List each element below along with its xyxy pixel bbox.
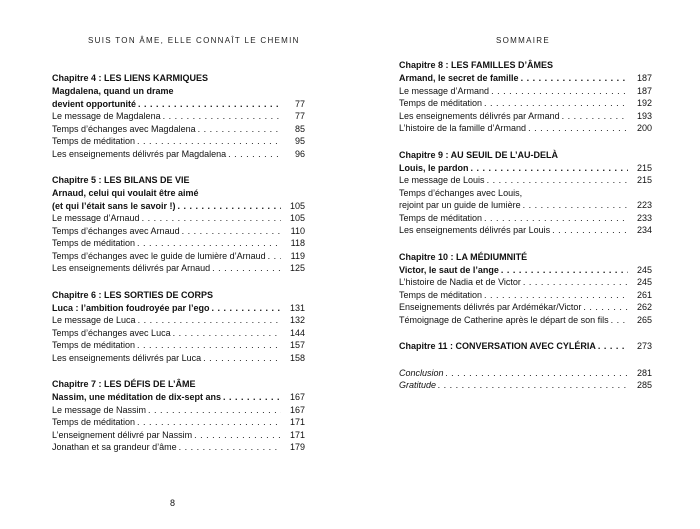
toc-entry[interactable]	[52, 123, 305, 136]
toc-entry[interactable]	[52, 110, 305, 123]
toc-entry[interactable]	[52, 148, 305, 161]
entry-page: 265	[636, 314, 652, 325]
toc-chapter	[399, 251, 652, 327]
entry-page: 132	[289, 315, 305, 325]
toc-chapter	[52, 174, 305, 275]
entry-page: 77	[294, 98, 305, 109]
dot-leader	[212, 262, 281, 275]
entry-page: 215	[636, 175, 652, 185]
toc-entry[interactable]	[52, 262, 305, 275]
toc-entry[interactable]	[52, 98, 305, 111]
toc-entry[interactable]	[52, 391, 305, 404]
dot-leader	[598, 340, 628, 353]
entry-page: 262	[636, 302, 652, 312]
entry-label: L’histoire de Nadia et de Victor	[399, 277, 521, 287]
dot-leader	[528, 122, 628, 135]
entry-label: Le message d’Arnaud	[52, 213, 140, 223]
dot-leader	[137, 339, 281, 352]
entry-label: devient opportunité	[52, 98, 136, 109]
dot-leader	[212, 302, 281, 315]
entry-page: 179	[289, 442, 305, 452]
entry-page: 273	[636, 341, 652, 351]
dot-leader	[138, 98, 281, 111]
right-toc	[399, 59, 652, 406]
entry-page: 223	[636, 200, 652, 210]
toc-entry[interactable]	[52, 314, 305, 327]
toc-entry[interactable]	[399, 85, 652, 98]
toc-entry[interactable]	[52, 327, 305, 340]
dot-leader	[523, 199, 628, 212]
entry-page: 192	[636, 98, 652, 108]
entry-page: 215	[636, 162, 652, 173]
entry-label: L’histoire de la famille d’Armand	[399, 123, 527, 133]
entry-label: Temps d’échanges avec Luca	[52, 327, 171, 338]
entry-label: Temps d’échanges avec Arnaud	[52, 225, 180, 236]
toc-entry[interactable]	[399, 110, 652, 123]
entry-label: Le message de Louis	[399, 175, 485, 185]
toc-entry[interactable]	[52, 339, 305, 352]
entry-page: 105	[289, 200, 305, 211]
entry-label: Luca : l’ambition foudroyée par l’ego	[52, 302, 210, 313]
dot-leader	[552, 224, 628, 237]
entry-label: Temps d’échanges avec Magdalena	[52, 123, 196, 134]
entry-label-line: Arnaud, celui qui voulait être aimé	[52, 188, 199, 198]
entry-label: Les enseignements délivrés par Louis	[399, 225, 551, 235]
page-number: 8	[170, 498, 176, 508]
dot-leader	[523, 276, 628, 289]
toc-chapter	[52, 289, 305, 365]
toc-entry[interactable]	[399, 340, 652, 353]
chapter-title: Chapitre 6 : LES SORTIES DE CORPS	[52, 289, 214, 300]
entry-label: L’enseignement délivré par Nassim	[52, 429, 193, 440]
entry-page: 171	[289, 429, 305, 440]
toc-entry[interactable]	[52, 302, 305, 315]
dot-leader	[438, 379, 628, 392]
entry-label: Le message de Nassim	[52, 404, 147, 415]
dot-leader	[198, 123, 281, 136]
toc-entry[interactable]	[399, 289, 652, 302]
toc-entry[interactable]	[52, 212, 305, 225]
dot-leader	[268, 250, 281, 263]
dot-leader	[484, 289, 628, 302]
entry-page: 95	[294, 136, 305, 146]
toc-entry[interactable]	[52, 200, 305, 213]
dot-leader	[179, 441, 281, 454]
entry-page: 245	[636, 264, 652, 275]
toc-entry[interactable]	[52, 237, 305, 250]
entry-page: 85	[294, 123, 305, 134]
entry-label: Temps d’échanges avec le guide de lumière d’Arnaud	[52, 250, 266, 261]
toc-chapter	[52, 378, 305, 454]
toc-entry[interactable]	[399, 199, 652, 212]
entry-page: 193	[636, 110, 652, 121]
toc-entry[interactable]	[399, 212, 652, 225]
entry-page: 171	[289, 417, 305, 427]
toc-entry[interactable]	[399, 367, 652, 380]
toc-entry[interactable]	[399, 97, 652, 110]
toc-entry[interactable]	[52, 416, 305, 429]
entry-label: Temps de méditation	[399, 98, 483, 108]
entry-label: Le message de Luca	[52, 315, 136, 325]
toc-chapter	[399, 367, 652, 392]
toc-entry[interactable]	[399, 224, 652, 237]
chapter-title: Chapitre 7 : LES DÉFIS DE L’ÂME	[52, 379, 196, 389]
entry-label: Armand, le secret de famille	[399, 73, 519, 83]
dot-leader	[194, 429, 281, 442]
entry-page: 187	[636, 73, 652, 83]
toc-entry[interactable]	[52, 441, 305, 454]
entry-page: 234	[636, 225, 652, 235]
toc-entry[interactable]	[399, 122, 652, 135]
dot-leader	[487, 174, 628, 187]
entry-page: 158	[289, 352, 305, 363]
toc-entry[interactable]	[399, 264, 652, 277]
entry-label: Le message de Magdalena	[52, 111, 161, 121]
dot-leader	[173, 327, 281, 340]
entry-label: Le message d’Armand	[399, 85, 490, 96]
entry-page: 125	[289, 263, 305, 273]
dot-leader	[446, 367, 628, 380]
chapter-title: Chapitre 9 : AU SEUIL DE L’AU-DELÀ	[399, 149, 559, 160]
entry-page: 245	[636, 277, 652, 287]
dot-leader	[203, 352, 281, 365]
left-toc	[52, 72, 305, 468]
chapter-title: Chapitre 4 : LES LIENS KARMIQUES	[52, 73, 209, 83]
running-header: SUIS TON ÂME, ELLE CONNAÎT LE CHEMIN	[88, 36, 300, 45]
toc-chapter	[52, 72, 305, 160]
entry-page: 105	[289, 213, 305, 223]
dot-leader	[521, 72, 628, 85]
entry-page: 119	[290, 250, 305, 261]
entry-label: Les enseignements délivrés par Arnaud	[52, 263, 211, 273]
entry-page: 144	[289, 327, 305, 338]
entry-label: Les enseignements délivrés par Magdalena	[52, 148, 227, 159]
chapter-title: Chapitre 5 : LES BILANS DE VIE	[52, 175, 190, 185]
dot-leader	[163, 110, 281, 123]
dot-leader	[471, 162, 628, 175]
dot-leader	[501, 264, 628, 277]
dot-leader	[611, 314, 628, 327]
entry-label: Temps de méditation	[52, 136, 136, 146]
toc-entry[interactable]	[52, 135, 305, 148]
entry-label: Temps de méditation	[399, 289, 483, 300]
entry-label: Témoignage de Catherine après le départ de son fils	[399, 314, 609, 325]
entry-label: Temps de méditation	[52, 238, 136, 248]
entry-label: Temps de méditation	[52, 340, 136, 350]
entry-label: Temps de méditation	[52, 417, 136, 427]
entry-label: Jonathan et sa grandeur d’âme	[52, 442, 177, 452]
toc-entry[interactable]	[399, 162, 652, 175]
entry-label: Enseignements délivrés par Ardémékar/Victor	[399, 302, 582, 312]
entry-label: (et qui l’était sans le savoir !)	[52, 200, 176, 211]
entry-page: 281	[636, 367, 652, 378]
dot-leader	[137, 416, 281, 429]
dot-leader	[182, 225, 281, 238]
entry-page: 200	[636, 123, 652, 133]
toc-chapter	[399, 59, 652, 135]
dot-leader	[583, 301, 628, 314]
chapter-title: Chapitre 10 : LA MÉDIUMNITÉ	[399, 251, 528, 262]
right-page	[350, 0, 700, 529]
entry-label: Victor, le saut de l’ange	[399, 264, 499, 275]
entry-page: 77	[294, 111, 305, 121]
entry-page: 187	[636, 85, 652, 96]
dot-leader	[137, 237, 281, 250]
chapter-title: Chapitre 11 : CONVERSATION AVEC CYLÉRIA	[399, 341, 596, 351]
dot-leader	[148, 404, 281, 417]
entry-page: 96	[294, 148, 305, 159]
toc-entry[interactable]	[399, 72, 652, 85]
chapter-title: Chapitre 8 : LES FAMILLES D’ÂMES	[399, 60, 554, 70]
toc-chapter	[399, 340, 652, 353]
toc-entry[interactable]	[52, 250, 305, 263]
entry-label: Les enseignements délivrés par Luca	[52, 352, 202, 363]
entry-label: Temps de méditation	[399, 212, 483, 223]
entry-label: Les enseignements délivrés par Armand	[399, 110, 560, 121]
entry-page: 110	[290, 225, 305, 236]
entry-page: 233	[636, 212, 652, 223]
entry-page: 167	[289, 392, 305, 402]
entry-label-line: Magdalena, quand un drame	[52, 86, 174, 96]
entry-label: Gratitude	[399, 380, 437, 390]
dot-leader	[138, 314, 281, 327]
toc-entry[interactable]	[399, 379, 652, 392]
entry-label: Louis, le pardon	[399, 162, 469, 173]
dot-leader	[137, 135, 281, 148]
section-header: SOMMAIRE	[496, 36, 550, 45]
dot-leader	[178, 200, 281, 213]
dot-leader	[142, 212, 281, 225]
toc-entry[interactable]	[399, 314, 652, 327]
entry-page: 285	[636, 380, 652, 390]
dot-leader	[484, 212, 628, 225]
entry-page: 157	[289, 340, 305, 350]
entry-label: Conclusion	[399, 367, 444, 378]
dot-leader	[228, 148, 281, 161]
entry-label: Nassim, une méditation de dix-sept ans	[52, 392, 222, 402]
toc-entry[interactable]	[52, 352, 305, 365]
toc-entry[interactable]	[399, 276, 652, 289]
toc-entry[interactable]	[52, 404, 305, 417]
entry-page: 131	[289, 302, 305, 313]
entry-page: 261	[636, 289, 652, 300]
toc-chapter	[399, 149, 652, 237]
toc-entry[interactable]	[52, 225, 305, 238]
toc-entry[interactable]	[399, 301, 652, 314]
entry-label-line: Temps d’échanges avec Louis,	[399, 187, 523, 198]
dot-leader	[484, 97, 628, 110]
dot-leader	[562, 110, 628, 123]
dot-leader	[223, 391, 281, 404]
toc-entry[interactable]	[52, 429, 305, 442]
dot-leader	[491, 85, 628, 98]
entry-page: 167	[289, 404, 305, 415]
toc-entry[interactable]	[399, 174, 652, 187]
entry-page: 118	[290, 238, 305, 248]
entry-label: rejoint par un guide de lumière	[399, 200, 521, 210]
